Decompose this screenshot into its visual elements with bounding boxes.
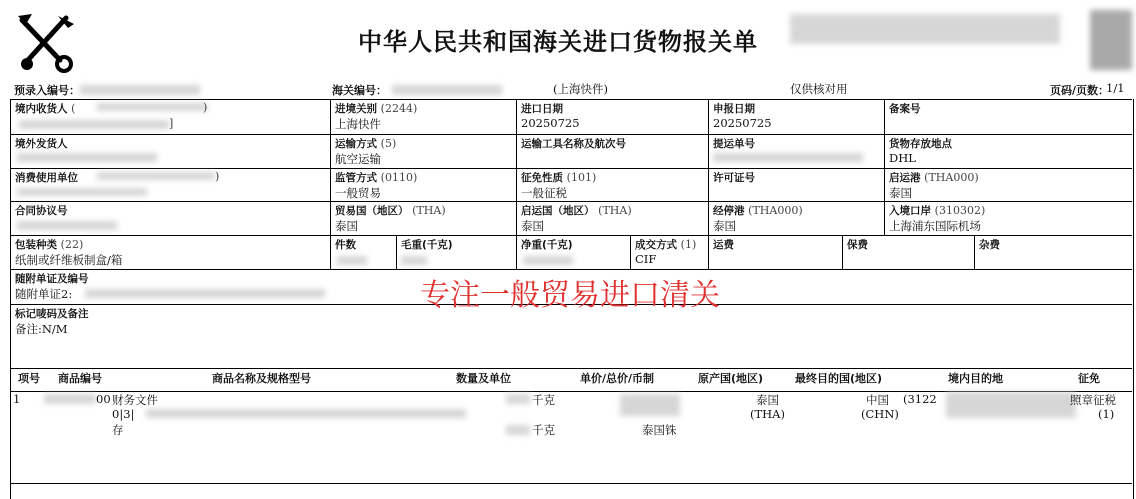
declare-date-value: 20250725 <box>713 116 772 130</box>
departure-value: 泰国 <box>889 186 912 200</box>
cell-transport <box>330 134 516 168</box>
marks-label: 标记唛码及备注 <box>15 308 89 320</box>
redacted-qr <box>1090 10 1132 70</box>
insurance-label: 保费 <box>847 239 868 251</box>
docs-label: 随附单证及编号 <box>15 273 89 285</box>
consignee-paren: ( <box>71 102 76 115</box>
trade-country-value: 泰国 <box>335 219 358 233</box>
trade-country-label: 贸易国（地区） <box>335 205 409 217</box>
consumer-label: 消费使用单位 <box>15 172 78 184</box>
cell-shipper <box>10 134 330 168</box>
cell-supervision <box>330 168 516 201</box>
customs-emblem-icon <box>14 12 80 74</box>
customs-emblem <box>14 12 80 74</box>
cell-license <box>708 168 884 201</box>
redacted-region <box>506 425 530 435</box>
col-item-no: 项号 <box>18 372 40 385</box>
entry-port-value: 上海浦东国际机场 <box>889 219 981 233</box>
items-bottom-line <box>10 483 1132 484</box>
license-label: 许可证号 <box>713 172 755 184</box>
col-levy: 征免 <box>1078 372 1100 385</box>
departure-label: 启运港 <box>889 172 921 184</box>
redacted-region <box>80 85 200 95</box>
cell-import-port <box>330 99 516 134</box>
redacted-region <box>97 103 207 111</box>
redacted-region <box>790 14 1060 44</box>
import-port-code: (2244) <box>380 102 418 115</box>
item-unit-1: 千克 <box>532 393 555 407</box>
cell-entry-port <box>884 201 1132 235</box>
package-value: 纸制或纤维板制盒/箱 <box>15 253 123 267</box>
item-origin: 泰国 <box>756 393 779 407</box>
cell-freight <box>708 235 842 269</box>
document-title: 中华人民共和国海关进口货物报关单 <box>358 28 758 56</box>
item-name: 财务文件 <box>112 393 158 407</box>
import-port-label: 进境关别 <box>335 103 377 115</box>
redacted-region <box>17 188 147 196</box>
col-origin: 原产国(地区) <box>698 372 764 385</box>
import-port-value: 上海快件 <box>335 117 381 131</box>
shipper-label: 境外发货人 <box>15 138 68 150</box>
entry-port-label: 入境口岸 <box>889 205 931 217</box>
docs-value: 随附单证2: <box>15 287 73 301</box>
redacted-region <box>523 256 573 265</box>
cell-consignee <box>10 99 330 134</box>
package-label: 包装种类 <box>15 239 57 251</box>
page-label: 页码/页数： <box>1050 84 1110 97</box>
levy-code: (101) <box>566 171 597 184</box>
page-value: 1/1 <box>1106 81 1125 95</box>
col-domestic-dest: 境内目的地 <box>948 372 1003 385</box>
supervision-value: 一般贸易 <box>335 186 381 200</box>
gross-label: 毛重(千克) <box>401 239 453 251</box>
declare-date-label: 申报日期 <box>713 103 755 115</box>
item-unit-2: 千克 <box>532 423 555 437</box>
cell-via-port <box>708 201 884 235</box>
col-price: 单价/总价/币制 <box>580 372 655 385</box>
via-port-label: 经停港 <box>713 205 745 217</box>
storage-label: 货物存放地点 <box>889 138 952 150</box>
consignee-label: 境内收货人 <box>15 103 68 115</box>
cell-consumer <box>10 168 330 201</box>
redacted-region <box>620 394 680 416</box>
consignee-bracket: ] <box>169 117 174 130</box>
consignee-close: ) <box>203 101 208 114</box>
item-spec: 0|3| <box>112 407 135 421</box>
vessel-label: 运输工具名称及航次号 <box>521 138 626 150</box>
item-dest-code: (CHN) <box>861 407 899 421</box>
item-dest: 中国 <box>866 393 889 407</box>
storage-value: DHL <box>889 151 916 165</box>
promo-watermark: 专注一般贸易进口清关 <box>420 278 720 313</box>
col-goods-name: 商品名称及规格型号 <box>212 372 311 385</box>
cell-declare-date <box>708 99 884 134</box>
marks-value: 备注:N/M <box>15 322 68 336</box>
redacted-region <box>946 392 1076 418</box>
cell-import-date <box>516 99 708 134</box>
bill-label: 提运单号 <box>713 138 755 150</box>
cell-record-no <box>884 99 1132 134</box>
redacted-region <box>506 394 530 404</box>
transport-code: (5) <box>380 137 397 150</box>
item-currency: 泰国铢 <box>642 423 677 437</box>
cell-net <box>516 235 630 269</box>
via-port-code: (THA000) <box>748 204 803 217</box>
import-date-value: 20250725 <box>521 116 580 130</box>
cell-pieces <box>330 235 396 269</box>
redacted-region <box>85 289 325 298</box>
cell-trade-country <box>330 201 516 235</box>
item-domestic: (3122 <box>903 392 937 406</box>
transport-value: 航空运输 <box>335 152 381 166</box>
col-dest-country: 最终目的国(地区) <box>795 372 883 385</box>
cell-misc <box>974 235 1132 269</box>
net-label: 净重(千克) <box>521 239 573 251</box>
misc-label: 杂费 <box>979 239 1000 251</box>
freight-label: 运费 <box>713 239 734 251</box>
pre-entry-label: 预录入编号： <box>14 84 80 97</box>
supervision-label: 监管方式 <box>335 172 377 184</box>
cell-levy <box>516 168 708 201</box>
redacted-region <box>19 120 169 129</box>
cell-contract <box>10 201 330 235</box>
record-no-label: 备案号 <box>889 103 921 115</box>
redacted-region <box>97 172 215 180</box>
item-no: 1 <box>13 392 21 406</box>
trade-country-code: (THA) <box>412 204 446 217</box>
redacted-region <box>146 409 466 418</box>
pieces-label: 件数 <box>335 239 356 251</box>
contract-label: 合同协议号 <box>15 205 68 217</box>
cell-bill <box>708 134 884 168</box>
redacted-region <box>17 153 157 162</box>
origin-country-label: 启运国（地区） <box>521 205 595 217</box>
item-spec-cont: 存 <box>112 423 124 437</box>
terms-label: 成交方式 <box>635 239 677 251</box>
item-code-tail: 00 <box>96 392 111 406</box>
redacted-region <box>713 153 863 162</box>
cell-vessel <box>516 134 708 168</box>
item-levy: 照章征税 <box>1070 393 1116 407</box>
terms-code: (1) <box>680 238 697 251</box>
usage-note: 仅供核对用 <box>790 82 848 96</box>
levy-value: 一般征税 <box>521 186 567 200</box>
redacted-region <box>44 394 96 404</box>
col-quantity: 数量及单位 <box>456 372 511 385</box>
col-hs-code: 商品编号 <box>58 372 102 385</box>
cell-storage <box>884 134 1132 168</box>
supervision-code: (0110) <box>380 171 418 184</box>
departure-code: (THA000) <box>924 171 979 184</box>
cell-departure <box>884 168 1132 201</box>
transport-label: 运输方式 <box>335 138 377 150</box>
origin-country-value: 泰国 <box>521 219 544 233</box>
cell-terms <box>630 235 708 269</box>
redacted-region <box>401 256 427 265</box>
origin-country-code: (THA) <box>598 204 632 217</box>
package-code: (22) <box>60 238 84 251</box>
via-port-value: 泰国 <box>713 219 736 233</box>
cell-insurance <box>842 235 974 269</box>
port-note: (上海快件) <box>553 82 608 96</box>
item-origin-code: (THA) <box>750 407 785 421</box>
terms-value: CIF <box>635 252 657 266</box>
cell-gross <box>396 235 516 269</box>
import-date-label: 进口日期 <box>521 103 563 115</box>
redacted-region <box>392 85 502 95</box>
cell-package <box>10 235 330 269</box>
redacted-region <box>17 221 117 230</box>
levy-label: 征免性质 <box>521 172 563 184</box>
redacted-region <box>337 256 367 265</box>
customs-no-label: 海关编号： <box>332 84 387 97</box>
entry-port-code: (310302) <box>934 204 986 217</box>
consumer-close: ) <box>215 170 220 183</box>
item-levy-code: (1) <box>1098 407 1115 421</box>
cell-origin-country <box>516 201 708 235</box>
